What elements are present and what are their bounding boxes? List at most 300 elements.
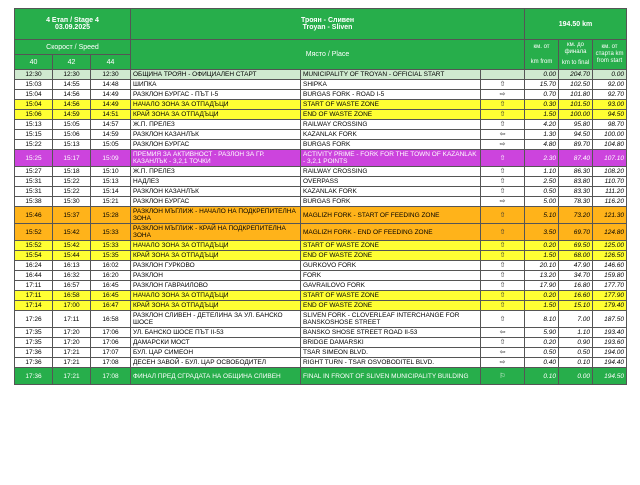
place-bg: РАЗКЛОН МЪГЛИЖ - НАЧАЛО НА ПОДКРЕПИТЕЛНА ЗОНА xyxy=(131,207,301,224)
place-en: TSAR SIMEON BLVD. xyxy=(301,348,481,358)
time-at-42: 16:57 xyxy=(53,281,91,291)
table-row xyxy=(15,120,627,130)
place-bg: РАЗКЛОН БУРГАС xyxy=(131,140,301,150)
km-from-start: 146.60 xyxy=(593,261,627,271)
place-en: GURKOVO FORK xyxy=(301,261,481,271)
place-bg: НАЧАЛО ЗОНА ЗА ОТПАДЪЦИ xyxy=(131,291,301,301)
table-row xyxy=(15,140,627,150)
place-en: ACTIVITY PRIME - FORK FOR THE TOWN OF KAZANLAK - 3,2,1 POINTS xyxy=(301,150,481,167)
km-from-start: 121.30 xyxy=(593,207,627,224)
time-at-42: 14:59 xyxy=(53,110,91,120)
place-bg: УЛ. БАНСКО ШОСЕ ПЪТ II-53 xyxy=(131,328,301,338)
table-row xyxy=(15,100,627,110)
direction-icon: ⇦ xyxy=(481,130,525,140)
direction-icon: ⇧ xyxy=(481,120,525,130)
time-at-42: 15:37 xyxy=(53,207,91,224)
time-at-42: 12:30 xyxy=(53,70,91,80)
place-en: KAZANLAK FORK xyxy=(301,187,481,197)
km-from: 3.50 xyxy=(525,224,559,241)
time-at-44: 12:30 xyxy=(91,70,131,80)
km-from: 0.50 xyxy=(525,187,559,197)
km-from: 20.10 xyxy=(525,261,559,271)
time-at-42: 17:00 xyxy=(53,301,91,311)
time-at-40: 15:46 xyxy=(15,207,53,224)
header-row-labels xyxy=(15,40,627,55)
km-to-final: 101.80 xyxy=(559,90,593,100)
place-bg: Ж.П. ПРЕЛЕЗ xyxy=(131,167,301,177)
km-from: 0.40 xyxy=(525,358,559,368)
speed-40: 40 xyxy=(15,55,53,70)
time-at-40: 15:27 xyxy=(15,167,53,177)
km-to-final: 7.00 xyxy=(559,311,593,328)
km-from-start: 92.70 xyxy=(593,90,627,100)
km-to-final: 101.50 xyxy=(559,100,593,110)
time-at-44: 17:08 xyxy=(91,358,131,368)
place-en: BURGAS FORK - ROAD I-5 xyxy=(301,90,481,100)
table-row xyxy=(15,358,627,368)
km-from-start: 111.20 xyxy=(593,187,627,197)
table-row xyxy=(15,70,627,80)
km-from-header xyxy=(525,40,559,70)
direction-icon: ⇧ xyxy=(481,261,525,271)
time-at-44: 16:58 xyxy=(91,311,131,328)
time-at-42: 15:42 xyxy=(53,224,91,241)
km-to-final: 204.70 xyxy=(559,70,593,80)
direction-icon: ⇧ xyxy=(481,338,525,348)
time-at-40: 15:52 xyxy=(15,224,53,241)
km-from: 1.50 xyxy=(525,251,559,261)
time-at-42: 16:13 xyxy=(53,261,91,271)
km-from: 15.70 xyxy=(525,80,559,90)
km-from-start: 108.20 xyxy=(593,167,627,177)
speed-42: 42 xyxy=(53,55,91,70)
time-at-40: 17:36 xyxy=(15,348,53,358)
stage-itinerary-sheet xyxy=(14,8,626,385)
km-from-header-b: km from xyxy=(530,58,553,65)
direction-icon: ⇦ xyxy=(481,328,525,338)
time-at-44: 15:13 xyxy=(91,177,131,187)
km-from-start: 93.00 xyxy=(593,100,627,110)
direction-icon: ⇧ xyxy=(481,301,525,311)
km-to-final-header-a: км. до финала xyxy=(564,42,587,55)
km-to-final: 69.70 xyxy=(559,224,593,241)
km-to-final: 83.30 xyxy=(559,187,593,197)
time-at-44: 15:28 xyxy=(91,207,131,224)
place-bg: РАЗКЛОН СЛИВЕН - ДЕТЕЛИНА ЗА УЛ. БАНСКО ШОСЕ xyxy=(131,311,301,328)
table-row xyxy=(15,281,627,291)
time-at-40: 15:38 xyxy=(15,197,53,207)
place-bg: НАЧАЛО ЗОНА ЗА ОТПАДЪЦИ xyxy=(131,100,301,110)
place-bg: РАЗКЛОН БУРГАС - ПЪТ I-5 xyxy=(131,90,301,100)
route-title xyxy=(131,9,525,40)
place-en: START OF WASTE ZONE xyxy=(301,100,481,110)
time-at-42: 15:05 xyxy=(53,120,91,130)
km-from-start: 193.60 xyxy=(593,338,627,348)
place-bg: ДЕСЕН ЗАВОЙ - БУЛ. ЦАР ОСВОБОДИТЕЛ xyxy=(131,358,301,368)
time-at-44: 16:02 xyxy=(91,261,131,271)
direction-icon: ⇧ xyxy=(481,110,525,120)
time-at-40: 17:11 xyxy=(15,281,53,291)
place-bg: РАЗКЛОН xyxy=(131,271,301,281)
direction-icon: ⇧ xyxy=(481,80,525,90)
place-bg: ШИПКА xyxy=(131,80,301,90)
km-to-final: 0.90 xyxy=(559,338,593,348)
time-at-44: 15:33 xyxy=(91,241,131,251)
place-bg: РАЗКЛОН БУРГАС xyxy=(131,197,301,207)
direction-icon: ⇧ xyxy=(481,177,525,187)
time-at-40: 15:31 xyxy=(15,187,53,197)
table-row xyxy=(15,328,627,338)
direction-icon: ⇧ xyxy=(481,251,525,261)
time-at-44: 15:33 xyxy=(91,224,131,241)
km-to-final: 89.70 xyxy=(559,140,593,150)
direction-icon: ⇧ xyxy=(481,224,525,241)
time-at-44: 15:09 xyxy=(91,150,131,167)
km-from-start: 194.00 xyxy=(593,348,627,358)
km-to-final: 34.70 xyxy=(559,271,593,281)
place-en: BURGAS FORK xyxy=(301,197,481,207)
table-row xyxy=(15,197,627,207)
time-at-44: 14:48 xyxy=(91,80,131,90)
km-to-final: 1.10 xyxy=(559,328,593,338)
km-from: 1.10 xyxy=(525,167,559,177)
table-row xyxy=(15,110,627,120)
time-at-40: 15:06 xyxy=(15,110,53,120)
km-from-start: 107.10 xyxy=(593,150,627,167)
place-en: MAGLIZH FORK - END OF FEEDING ZONE xyxy=(301,224,481,241)
place-bg: НАЧАЛО ЗОНА ЗА ОТПАДЪЦИ xyxy=(131,241,301,251)
km-from-start: 187.50 xyxy=(593,311,627,328)
time-at-44: 14:57 xyxy=(91,120,131,130)
km-from: 5.90 xyxy=(525,328,559,338)
km-from-start: 94.50 xyxy=(593,110,627,120)
km-to-final: 68.00 xyxy=(559,251,593,261)
place-bg: Ж.П. ПРЕЛЕЗ xyxy=(131,120,301,130)
km-from-start: 194.50 xyxy=(593,368,627,385)
time-at-40: 15:03 xyxy=(15,80,53,90)
direction-icon: ⇧ xyxy=(481,271,525,281)
time-at-44: 14:51 xyxy=(91,110,131,120)
time-at-44: 16:45 xyxy=(91,281,131,291)
km-from-start: 177.70 xyxy=(593,281,627,291)
place-bg: КРАЙ ЗОНА ЗА ОТПАДЪЦИ xyxy=(131,251,301,261)
km-from: 0.30 xyxy=(525,100,559,110)
time-at-42: 14:55 xyxy=(53,80,91,90)
time-at-44: 16:45 xyxy=(91,291,131,301)
km-from-start: 92.00 xyxy=(593,80,627,90)
km-to-final: 73.20 xyxy=(559,207,593,224)
km-to-final: 69.50 xyxy=(559,241,593,251)
place-en: END OF WASTE ZONE xyxy=(301,251,481,261)
time-at-42: 15:06 xyxy=(53,130,91,140)
time-at-44: 14:49 xyxy=(91,100,131,110)
speed-44: 44 xyxy=(91,55,131,70)
table-row xyxy=(15,130,627,140)
stage-label: 4 Етап / Stage 4 xyxy=(46,17,99,24)
km-from-start: 125.00 xyxy=(593,241,627,251)
route-title-en: Troyan - Sliven xyxy=(302,24,353,31)
km-to-final: 102.50 xyxy=(559,80,593,90)
km-to-final: 0.00 xyxy=(559,368,593,385)
km-to-final: 47.90 xyxy=(559,261,593,271)
table-row xyxy=(15,301,627,311)
place-bg: ОБЩИНА ТРОЯН - ОФИЦИАЛЕН СТАРТ xyxy=(131,70,301,80)
time-at-42: 15:22 xyxy=(53,177,91,187)
place-en: RAILWAY CROSSING xyxy=(301,167,481,177)
km-from: 0.20 xyxy=(525,291,559,301)
km-from: 17.90 xyxy=(525,281,559,291)
table-row xyxy=(15,241,627,251)
direction-icon: ⇦ xyxy=(481,348,525,358)
place-en: FORK xyxy=(301,271,481,281)
place-bg: БУЛ. ЦАР СИМЕОН xyxy=(131,348,301,358)
place-bg: РАЗКЛОН КАЗАНЛЪК xyxy=(131,130,301,140)
time-at-44: 17:06 xyxy=(91,328,131,338)
km-to-final: 0.10 xyxy=(559,358,593,368)
time-at-42: 17:11 xyxy=(53,311,91,328)
place-bg: НАДЛЕЗ xyxy=(131,177,301,187)
itinerary-table xyxy=(14,8,627,385)
km-to-final: 100.00 xyxy=(559,110,593,120)
km-from-start: 159.80 xyxy=(593,271,627,281)
km-from: 0.70 xyxy=(525,90,559,100)
time-at-42: 14:56 xyxy=(53,90,91,100)
place-en: BURGAS FORK xyxy=(301,140,481,150)
time-at-40: 15:52 xyxy=(15,241,53,251)
direction-icon: ⇧ xyxy=(481,100,525,110)
table-row xyxy=(15,207,627,224)
km-to-final: 95.80 xyxy=(559,120,593,130)
place-en: FINAL IN FRONT OF SLIVEN MUNICIPALITY BUILDING xyxy=(301,368,481,385)
km-from: 4.80 xyxy=(525,140,559,150)
km-from: 2.30 xyxy=(525,150,559,167)
time-at-44: 17:06 xyxy=(91,338,131,348)
km-from-start: 0.00 xyxy=(593,70,627,80)
time-at-40: 16:44 xyxy=(15,271,53,281)
direction-icon: ⇨ xyxy=(481,90,525,100)
place-en: SLIVEN FORK - CLOVERLEAF INTERCHANGE FOR BANSKOSHOSE STREET xyxy=(301,311,481,328)
km-from: 2.50 xyxy=(525,177,559,187)
time-at-40: 17:36 xyxy=(15,368,53,385)
place-bg: РАЗКЛОН КАЗАНЛЪК xyxy=(131,187,301,197)
km-from-start: 179.40 xyxy=(593,301,627,311)
time-at-40: 15:25 xyxy=(15,150,53,167)
time-at-42: 15:30 xyxy=(53,197,91,207)
time-at-42: 15:44 xyxy=(53,251,91,261)
time-at-42: 17:21 xyxy=(53,358,91,368)
km-from-start: 193.40 xyxy=(593,328,627,338)
km-from: 8.10 xyxy=(525,311,559,328)
direction-icon: ⇧ xyxy=(481,281,525,291)
km-to-final: 94.50 xyxy=(559,130,593,140)
table-row xyxy=(15,167,627,177)
table-row xyxy=(15,338,627,348)
km-from-start: 116.20 xyxy=(593,197,627,207)
km-to-final: 15.10 xyxy=(559,301,593,311)
direction-icon: ⇧ xyxy=(481,241,525,251)
place-bg: КРАЙ ЗОНА ЗА ОТПАДЪЦИ xyxy=(131,301,301,311)
time-at-42: 16:58 xyxy=(53,291,91,301)
km-from: 5.00 xyxy=(525,197,559,207)
time-at-40: 15:13 xyxy=(15,120,53,130)
time-at-44: 16:20 xyxy=(91,271,131,281)
time-at-42: 14:56 xyxy=(53,100,91,110)
time-at-42: 15:42 xyxy=(53,241,91,251)
place-en: BRIDGE DAMARSKI xyxy=(301,338,481,348)
time-at-44: 15:05 xyxy=(91,140,131,150)
direction-icon: ⇧ xyxy=(481,311,525,328)
place-en: RAILWAY CROSSING xyxy=(301,120,481,130)
time-at-40: 17:26 xyxy=(15,311,53,328)
km-from: 4.20 xyxy=(525,120,559,130)
place-en: START OF WASTE ZONE xyxy=(301,291,481,301)
time-at-44: 15:14 xyxy=(91,187,131,197)
time-at-44: 14:59 xyxy=(91,130,131,140)
km-from: 0.10 xyxy=(525,368,559,385)
place-en: END OF WASTE ZONE xyxy=(301,301,481,311)
place-en: GAVRAILOVO FORK xyxy=(301,281,481,291)
place-bg: РАЗКЛОН ГАВРАИЛОВО xyxy=(131,281,301,291)
direction-icon: ⇨ xyxy=(481,140,525,150)
time-at-42: 15:22 xyxy=(53,187,91,197)
table-row xyxy=(15,177,627,187)
km-from-start: 124.80 xyxy=(593,224,627,241)
km-to-final: 83.80 xyxy=(559,177,593,187)
time-at-40: 17:35 xyxy=(15,328,53,338)
place-en: END OF WASTE ZONE xyxy=(301,110,481,120)
time-at-44: 15:21 xyxy=(91,197,131,207)
place-en: START OF WASTE ZONE xyxy=(301,241,481,251)
km-to-final: 78.30 xyxy=(559,197,593,207)
stage-date: 03.09.2025 xyxy=(54,24,91,31)
direction-icon: ⇧ xyxy=(481,167,525,177)
stage-info xyxy=(15,9,131,40)
route-title-bg: Троян - Сливен xyxy=(300,17,355,24)
place-bg: ДАМАРСКИ МОСТ xyxy=(131,338,301,348)
km-from-header-a: км. от xyxy=(533,43,550,50)
table-row xyxy=(15,368,627,385)
place-en: BANSKO SHOSE STREET ROAD II-53 xyxy=(301,328,481,338)
km-from: 0.20 xyxy=(525,241,559,251)
direction-icon: ⇧ xyxy=(481,187,525,197)
table-row xyxy=(15,187,627,197)
km-from: 1.30 xyxy=(525,130,559,140)
time-at-40: 12:30 xyxy=(15,70,53,80)
km-from-start: 194.40 xyxy=(593,358,627,368)
place-bg: РАЗКЛОН ГУРКОВО xyxy=(131,261,301,271)
time-at-44: 15:35 xyxy=(91,251,131,261)
time-at-40: 15:04 xyxy=(15,90,53,100)
place-en: OVERPASS xyxy=(301,177,481,187)
time-at-40: 17:35 xyxy=(15,338,53,348)
time-at-40: 17:14 xyxy=(15,301,53,311)
km-from-start: 98.70 xyxy=(593,120,627,130)
time-at-42: 17:20 xyxy=(53,328,91,338)
km-from-start-header: км. от старта km from start xyxy=(593,40,627,70)
direction-icon: ⇧ xyxy=(481,291,525,301)
km-from: 1.50 xyxy=(525,110,559,120)
time-at-42: 17:21 xyxy=(53,348,91,358)
place-en: KAZANLAK FORK xyxy=(301,130,481,140)
header-row-title xyxy=(15,9,627,40)
place-en: MUNICIPALITY OF TROYAN - OFFICIAL START xyxy=(301,70,481,80)
time-at-40: 15:54 xyxy=(15,251,53,261)
direction-icon: ⇨ xyxy=(481,197,525,207)
table-row xyxy=(15,291,627,301)
table-row xyxy=(15,90,627,100)
km-to-final: 0.50 xyxy=(559,348,593,358)
km-from: 0.20 xyxy=(525,338,559,348)
km-from: 5.10 xyxy=(525,207,559,224)
km-to-final: 86.30 xyxy=(559,167,593,177)
km-from-start: 177.90 xyxy=(593,291,627,301)
time-at-42: 17:20 xyxy=(53,338,91,348)
place-label: Място / Place xyxy=(131,40,525,70)
table-row xyxy=(15,80,627,90)
time-at-40: 15:04 xyxy=(15,100,53,110)
stage-distance: 194.50 km xyxy=(525,9,627,40)
table-row xyxy=(15,348,627,358)
table-row xyxy=(15,224,627,241)
km-to-final: 16.60 xyxy=(559,291,593,301)
km-to-final-header-b: km to final xyxy=(561,60,590,66)
km-to-final: 87.40 xyxy=(559,150,593,167)
time-at-42: 15:18 xyxy=(53,167,91,177)
time-at-44: 15:10 xyxy=(91,167,131,177)
table-row xyxy=(15,271,627,281)
km-to-final: 16.80 xyxy=(559,281,593,291)
time-at-42: 16:32 xyxy=(53,271,91,281)
km-from-start: 104.80 xyxy=(593,140,627,150)
km-from-start: 126.50 xyxy=(593,251,627,261)
time-at-40: 17:11 xyxy=(15,291,53,301)
place-bg: РАЗКЛОН МЪГЛИЖ - КРАЙ НА ПОДКРЕПИТЕЛНА ЗОНА xyxy=(131,224,301,241)
time-at-44: 17:08 xyxy=(91,368,131,385)
direction-icon: ⇨ xyxy=(481,358,525,368)
time-at-42: 17:21 xyxy=(53,368,91,385)
direction-icon: ⇧ xyxy=(481,207,525,224)
place-bg: ПРЕМИЯ ЗА АКТИВНОСТ - РАЗЛОН ЗА ГР. КАЗАНЛЪК - 3,2,1 ТОЧКИ xyxy=(131,150,301,167)
time-at-40: 15:22 xyxy=(15,140,53,150)
speed-label: Скорост / Speed xyxy=(15,40,131,55)
table-row xyxy=(15,261,627,271)
time-at-42: 15:13 xyxy=(53,140,91,150)
time-at-44: 14:49 xyxy=(91,90,131,100)
time-at-44: 16:47 xyxy=(91,301,131,311)
km-from-start: 100.00 xyxy=(593,130,627,140)
km-from: 13.20 xyxy=(525,271,559,281)
km-from: 0.00 xyxy=(525,70,559,80)
table-row xyxy=(15,251,627,261)
direction-icon: ⚐ xyxy=(481,368,525,385)
km-from: 0.50 xyxy=(525,348,559,358)
time-at-40: 17:36 xyxy=(15,358,53,368)
direction-icon: ⇧ xyxy=(481,150,525,167)
table-row xyxy=(15,150,627,167)
km-from: 1.50 xyxy=(525,301,559,311)
time-at-40: 15:15 xyxy=(15,130,53,140)
time-at-40: 15:31 xyxy=(15,177,53,187)
table-row xyxy=(15,311,627,328)
place-en: RIGHT TURN - TSAR OSVOBODITEL BLVD. xyxy=(301,358,481,368)
place-bg: КРАЙ ЗОНА ЗА ОТПАДЪЦИ xyxy=(131,110,301,120)
place-en: MAGLIZH FORK - START OF FEEDING ZONE xyxy=(301,207,481,224)
km-from-start: 110.70 xyxy=(593,177,627,187)
place-bg: ФИНАЛ ПРЕД СГРАДАТА НА ОБЩИНА СЛИВЕН xyxy=(131,368,301,385)
km-to-final-header xyxy=(559,40,593,70)
time-at-40: 16:24 xyxy=(15,261,53,271)
time-at-44: 17:07 xyxy=(91,348,131,358)
